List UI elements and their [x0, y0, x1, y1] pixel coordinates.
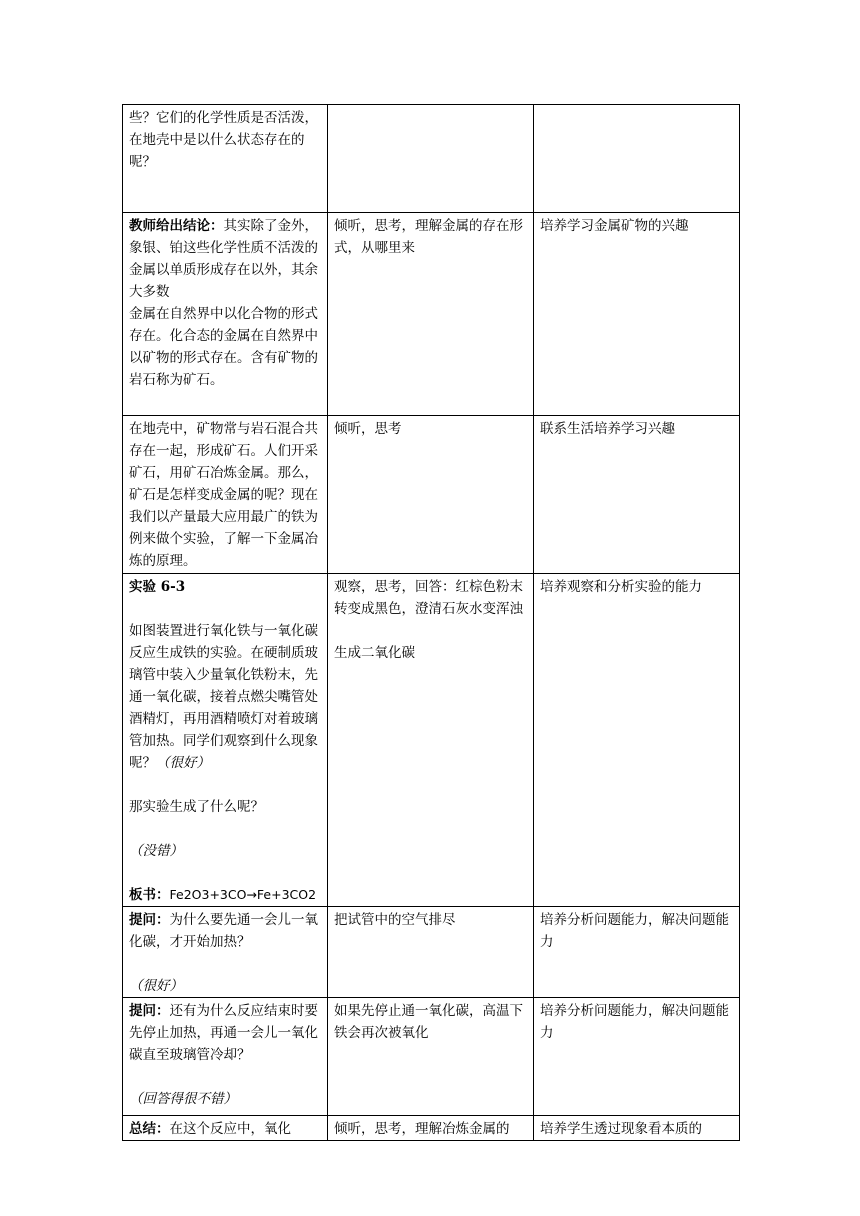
- purpose-text: 联系生活培养学习兴趣: [540, 421, 675, 437]
- teacher-text: 为什么要先通一会儿一氧化碳，才开始加热？: [129, 912, 318, 950]
- lesson-plan-table: [122, 104, 740, 1141]
- table-row: [123, 105, 740, 213]
- design-purpose-cell: [534, 105, 740, 213]
- teacher-feedback: （回答得很不错）: [129, 1091, 237, 1107]
- teacher-activity-cell: [123, 416, 328, 574]
- teacher-label: 教师给出结论：: [129, 218, 224, 234]
- teacher-activity-cell: [123, 907, 328, 998]
- purpose-text: 培养分析问题能力，解决问题能力: [540, 1003, 729, 1041]
- student-text: 倾听，思考，理解冶炼金属的: [334, 1121, 510, 1137]
- question-label: 提问：: [129, 912, 170, 928]
- student-activity-cell: [328, 574, 534, 907]
- teacher-text: 还有为什么反应结束时要先停止加热，再通一会儿一氧化碳直至玻璃管冷却？: [129, 1003, 318, 1063]
- teacher-text: 其实除了金外，象银、铂这些化学性质不活泼的金属以单质形成存在以外，其余大多数: [129, 218, 318, 300]
- table-row: [123, 907, 740, 998]
- student-activity-cell: [328, 1116, 534, 1141]
- student-text: 把试管中的空气排尽: [334, 912, 456, 928]
- student-text: 倾听，思考: [334, 421, 402, 437]
- teacher-text: 些？它们的化学性质是否活泼，在地壳中是以什么状态存在的呢？: [129, 110, 318, 170]
- teacher-activity-cell: [123, 213, 328, 416]
- summary-label: 总结：: [129, 1121, 170, 1137]
- teacher-question: 那实验生成了什么呢？: [129, 799, 264, 815]
- teacher-feedback: （很好）: [156, 755, 210, 771]
- student-activity-cell: [328, 213, 534, 416]
- teacher-text: 在这个反应中，氧化: [169, 1121, 291, 1137]
- experiment-label: 实验 6-3: [129, 579, 186, 595]
- purpose-text: 培养观察和分析实验的能力: [540, 579, 702, 595]
- question-label: 提问：: [129, 1003, 170, 1019]
- student-activity-cell: [328, 416, 534, 574]
- student-text: 观察，思考，回答：红棕色粉末转变成黑色，澄清石灰水变浑浊: [334, 579, 523, 617]
- design-purpose-cell: [534, 998, 740, 1116]
- design-purpose-cell: [534, 574, 740, 907]
- teacher-activity-cell: [123, 574, 328, 907]
- purpose-text: 培养分析问题能力，解决问题能力: [540, 912, 729, 950]
- student-activity-cell: [328, 907, 534, 998]
- design-purpose-cell: [534, 1116, 740, 1141]
- teacher-activity-cell: [123, 105, 328, 213]
- purpose-text: 培养学生透过现象看本质的: [540, 1121, 702, 1137]
- design-purpose-cell: [534, 907, 740, 998]
- student-answer: 生成二氧化碳: [334, 645, 415, 661]
- table-row: [123, 416, 740, 574]
- student-text: 如果先停止通一氧化碳，高温下铁会再次被氧化: [334, 1003, 523, 1041]
- teacher-activity-cell: [123, 1116, 328, 1141]
- teacher-activity-cell: [123, 998, 328, 1116]
- purpose-text: 培养学习金属矿物的兴趣: [540, 218, 689, 234]
- teacher-feedback: （很好）: [129, 978, 183, 994]
- design-purpose-cell: [534, 416, 740, 574]
- table-row: [123, 998, 740, 1116]
- teacher-text: 如图装置进行氧化铁与一氧化碳反应生成铁的实验。在硬制质玻璃管中装入少量氧化铁粉末，先通一氧化碳，接着点燃尖嘴管处酒精灯，再用酒精喷灯对着玻璃管加热。同学们观察到什么现象呢？: [129, 623, 318, 771]
- chemical-equation: Fe2O3+3CO→Fe+3CO2: [169, 887, 317, 902]
- table-row: [123, 574, 740, 907]
- table-row: [123, 1116, 740, 1141]
- student-text: 倾听，思考，理解金属的存在形式，从哪里来: [334, 218, 523, 256]
- teacher-text-continued: 金属在自然界中以化合物的形式存在。化合态的金属在自然界中以矿物的形式存在。含有矿物的岩石称为矿石。: [129, 306, 318, 388]
- table-row: [123, 213, 740, 416]
- teacher-feedback: （没错）: [129, 843, 183, 859]
- student-activity-cell: [328, 998, 534, 1116]
- board-label: 板书：: [129, 887, 170, 903]
- design-purpose-cell: [534, 213, 740, 416]
- teacher-text: 在地壳中，矿物常与岩石混合共存在一起，形成矿石。人们开采矿石，用矿石冶炼金属。那么，矿石是怎样变成金属的呢？现在我们以产量最大应用最广的铁为例来做个实验，了解一下金属冶炼的原理。: [129, 421, 318, 569]
- student-activity-cell: [328, 105, 534, 213]
